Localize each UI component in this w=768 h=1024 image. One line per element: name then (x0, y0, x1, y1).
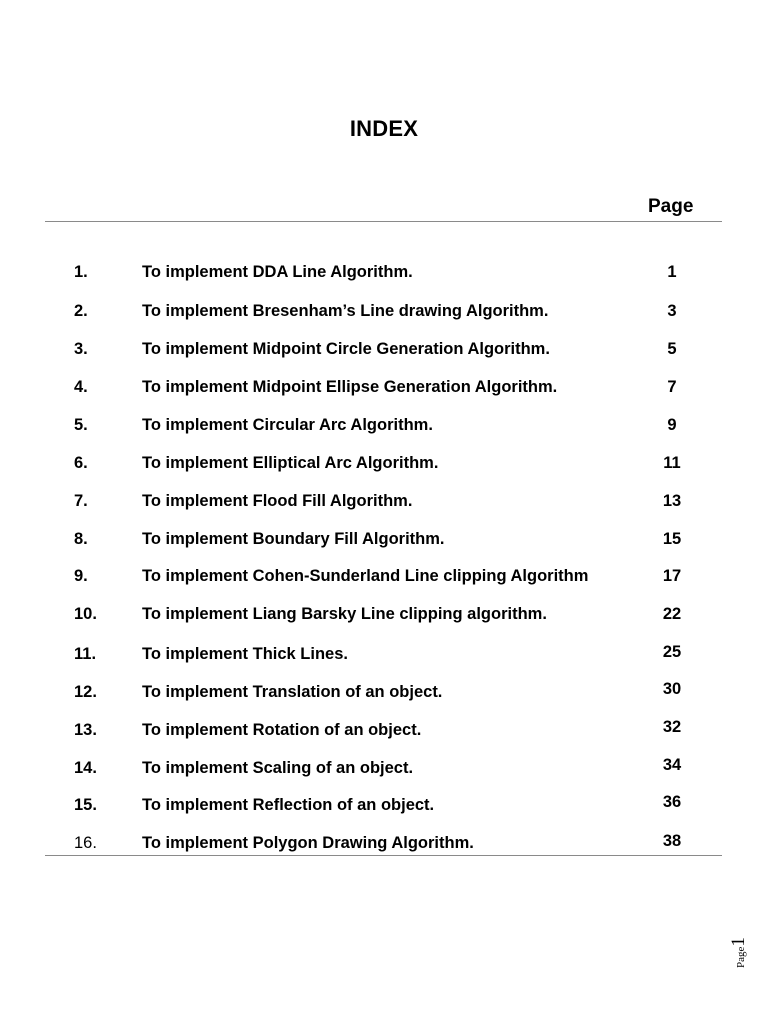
entry-page: 17 (662, 567, 682, 585)
index-entry (0, 680, 768, 704)
index-entry (0, 451, 768, 475)
entry-number: 13. (74, 721, 97, 739)
top-rule (45, 221, 722, 222)
entry-title: To implement Reflection of an object. (142, 796, 435, 814)
entry-page: 11 (663, 454, 681, 472)
index-entry (0, 260, 768, 284)
index-entry (0, 413, 768, 437)
index-entry (0, 564, 768, 588)
index-entry (0, 337, 768, 361)
entry-title: To implement Rotation of an object. (142, 721, 422, 739)
entry-number: 8. (74, 530, 88, 548)
page-footer (728, 922, 756, 970)
index-entry (0, 299, 768, 323)
entry-number: 7. (74, 492, 88, 510)
bottom-rule (45, 855, 722, 856)
index-entry (0, 527, 768, 551)
entry-title: To implement Liang Barsky Line clipping algorithm. (142, 605, 547, 623)
entry-page: 25 (662, 643, 682, 661)
index-entry (0, 375, 768, 399)
entry-number: 3. (74, 340, 88, 358)
entry-title: To implement Midpoint Circle Generation Algorithm. (142, 340, 550, 358)
entry-page: 38 (662, 832, 682, 850)
entry-title: To implement Polygon Drawing Algorithm. (142, 834, 474, 852)
entry-page: 30 (662, 680, 682, 698)
entry-page: 9 (667, 416, 677, 434)
entry-number: 5. (74, 416, 88, 434)
entry-page: 22 (662, 605, 682, 623)
entry-title: To implement Flood Fill Algorithm. (142, 492, 413, 510)
entry-number: 10. (74, 605, 97, 623)
entry-page: 32 (662, 718, 682, 736)
index-entry (0, 489, 768, 513)
entry-title: To implement Circular Arc Algorithm. (142, 416, 433, 434)
entry-number: 4. (74, 378, 88, 396)
entry-page: 1 (667, 263, 677, 281)
entry-number: 2. (74, 302, 88, 320)
footer-page-number: 1 (728, 937, 749, 947)
entry-number: 9. (74, 567, 88, 585)
entry-page: 7 (667, 378, 677, 396)
entry-number: 16. (74, 834, 97, 852)
entry-page: 13 (662, 492, 682, 510)
index-entry (0, 756, 768, 780)
entry-title: To implement DDA Line Algorithm. (142, 263, 413, 281)
entry-title: To implement Cohen-Sunderland Line clipping Algorithm (142, 567, 589, 585)
page-column-header: Page (648, 196, 694, 217)
entry-title: To implement Boundary Fill Algorithm. (142, 530, 445, 548)
page-number-label (728, 937, 750, 968)
entry-number: 6. (74, 454, 88, 472)
index-entry (0, 602, 768, 626)
index-entry (0, 793, 768, 817)
index-entry (0, 642, 768, 666)
entry-number: 14. (74, 759, 97, 777)
entry-title: To implement Midpoint Ellipse Generation Algorithm. (142, 378, 558, 396)
entry-page: 3 (667, 302, 677, 320)
entry-number: 15. (74, 796, 97, 814)
entry-page: 34 (662, 756, 682, 774)
footer-page-label: Page (735, 946, 747, 968)
entry-title: To implement Elliptical Arc Algorithm. (142, 454, 439, 472)
entry-number: 1. (74, 263, 88, 281)
entry-title: To implement Translation of an object. (142, 683, 443, 701)
entry-title: To implement Scaling of an object. (142, 759, 414, 777)
entry-title: To implement Bresenham’s Line drawing Algorithm. (142, 302, 549, 320)
entry-page: 36 (662, 793, 682, 811)
entry-page: 15 (662, 530, 682, 548)
entry-title: To implement Thick Lines. (142, 645, 348, 663)
entry-number: 12. (74, 683, 97, 701)
index-entry (0, 718, 768, 742)
page-title: INDEX (349, 116, 419, 141)
entry-page: 5 (667, 340, 677, 358)
index-entry (0, 831, 768, 855)
entry-number: 11. (74, 645, 97, 663)
